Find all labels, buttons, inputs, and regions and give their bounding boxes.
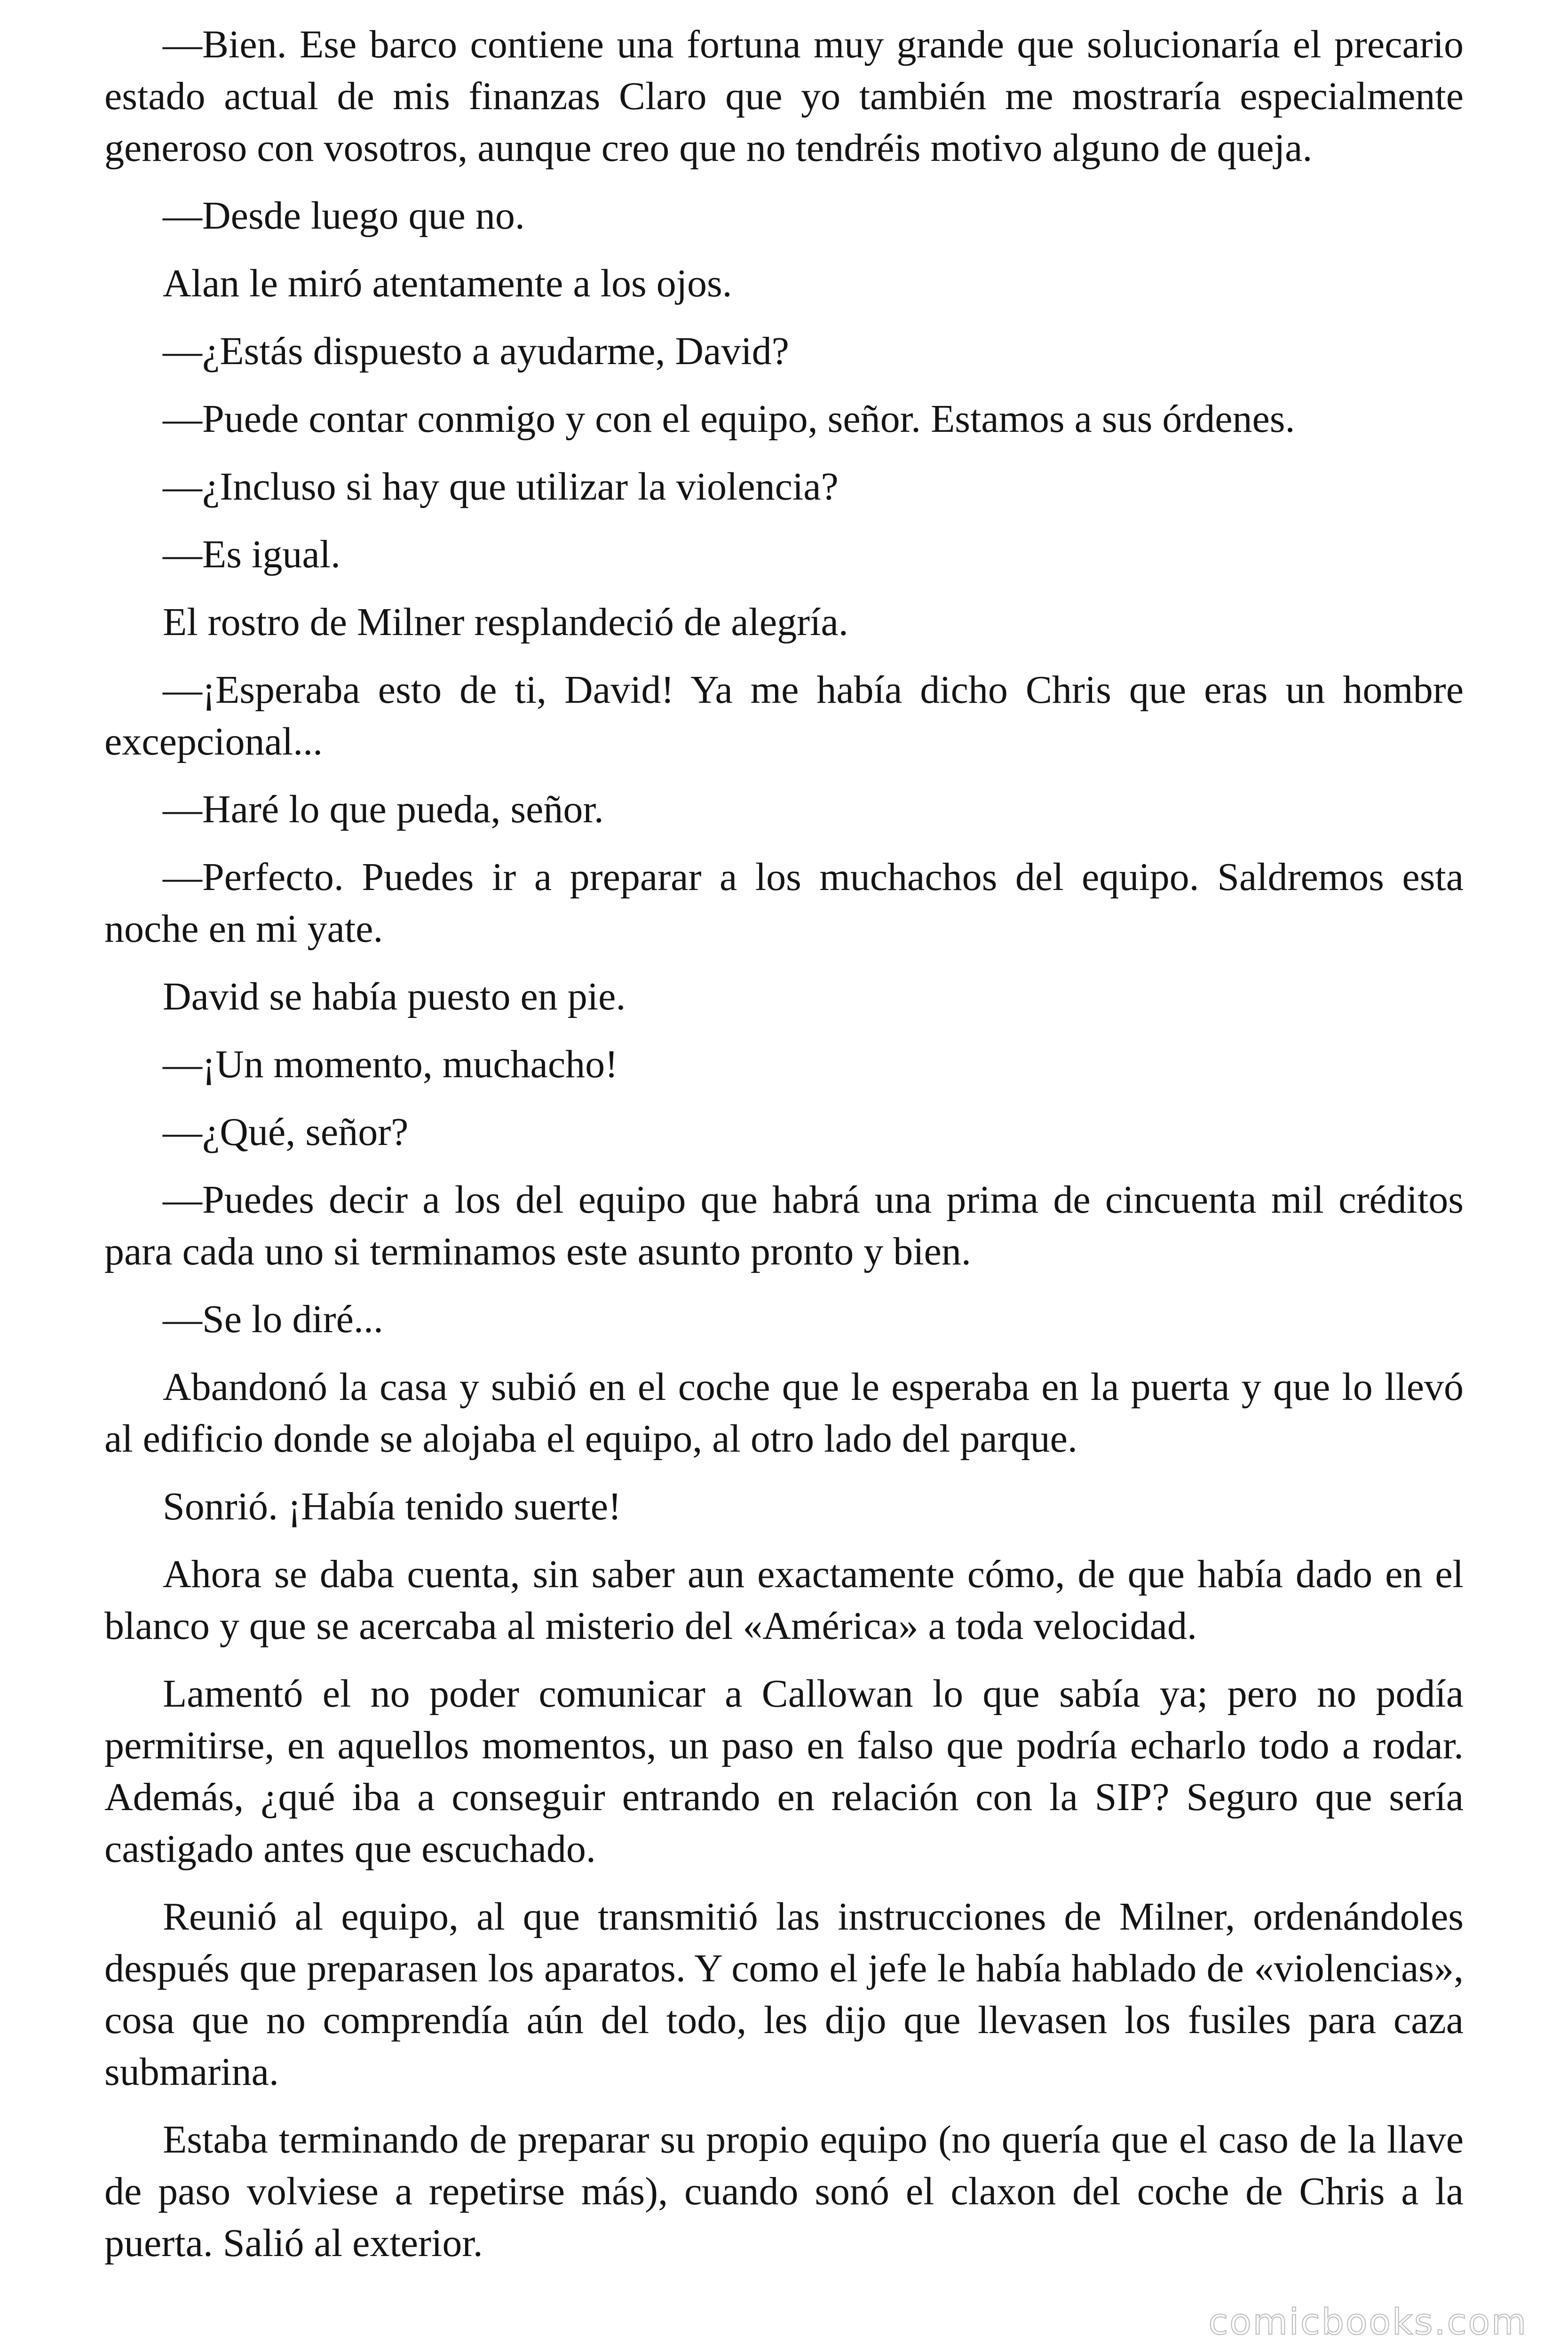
watermark-text: comicbooks.com (1208, 2301, 1528, 2343)
paragraph-3: Alan le miró atentamente a los ojos. (163, 262, 732, 305)
paragraph-5: —Puede contar conmigo y con el equipo, señor. Estamos a sus órdenes. (163, 397, 1295, 441)
paragraph-19: Ahora se daba cuenta, sin saber aun exactamente cómo, de que había dado en el blanco y que se acercaba al misterio del «América» a toda velocidad. (104, 1552, 1464, 1648)
paragraph-13: —¡Un momento, muchacho! (163, 1042, 618, 1086)
paragraph-18: Sonrió. ¡Había tenido suerte! (163, 1485, 622, 1528)
paragraph-12: David se había puesto en pie. (163, 975, 626, 1018)
book-page (104, 19, 1464, 2285)
paragraph-7: —Es igual. (163, 532, 341, 576)
paragraph-6: —¿Incluso si hay que utilizar la violencia? (163, 465, 839, 509)
paragraph-14: —¿Qué, señor? (163, 1110, 409, 1154)
paragraph-8: El rostro de Milner resplandeció de alegría. (163, 600, 848, 644)
paragraph-4: —¿Estás dispuesto a ayudarme, David? (163, 329, 789, 373)
paragraph-9: —¡Esperaba esto de ti, David! Ya me había dicho Chris que eras un hombre excepcional... (104, 668, 1464, 763)
paragraph-15: —Puedes decir a los del equipo que habrá una prima de cincuenta mil créditos para cada uno si terminamos este asunto pronto y bien. (104, 1178, 1464, 1273)
paragraph-17: Abandonó la casa y subió en el coche que le esperaba en la puerta y que lo llevó al edificio donde se alojaba el equipo, al otro lado del parque. (104, 1365, 1464, 1461)
paragraph-21: Reunió al equipo, al que transmitió las instrucciones de Milner, ordenándoles después que preparasen los aparatos. Y como el jefe le había hablado de «violencias», cosa que no comprendía aún del todo, les dijo que llevasen los fusiles para caza submarina. (104, 1895, 1464, 2094)
paragraph-11: —Perfecto. Puedes ir a preparar a los muchachos del equipo. Saldremos esta noche en mi yate. (104, 855, 1464, 951)
paragraph-10: —Haré lo que pueda, señor. (163, 787, 604, 831)
paragraph-16: —Se lo diré... (163, 1297, 383, 1341)
paragraph-22: Estaba terminando de preparar su propio equipo (no quería que el caso de la llave de paso volviese a repetirse más), cuando sonó el claxon del coche de Chris a la puerta. Salió al exterior. (104, 2118, 1464, 2265)
paragraph-1: —Bien. Ese barco contiene una fortuna muy grande que solucionaría el precario estado actual de mis finanzas Claro que yo también me mostraría especialmente generoso con vosotros, aunque creo que no tendréis motivo alguno de queja. (104, 23, 1464, 170)
paragraph-2: —Desde luego que no. (163, 194, 525, 238)
paragraph-20: Lamentó el no poder comunicar a Callowan lo que sabía ya; pero no podía permitirse, en aquellos momentos, un paso en falso que podría echarlo todo a rodar. Además, ¿qué iba a conseguir entrando en relación con la SIP? Seguro que sería castigado antes que escuchado. (104, 1672, 1464, 1871)
